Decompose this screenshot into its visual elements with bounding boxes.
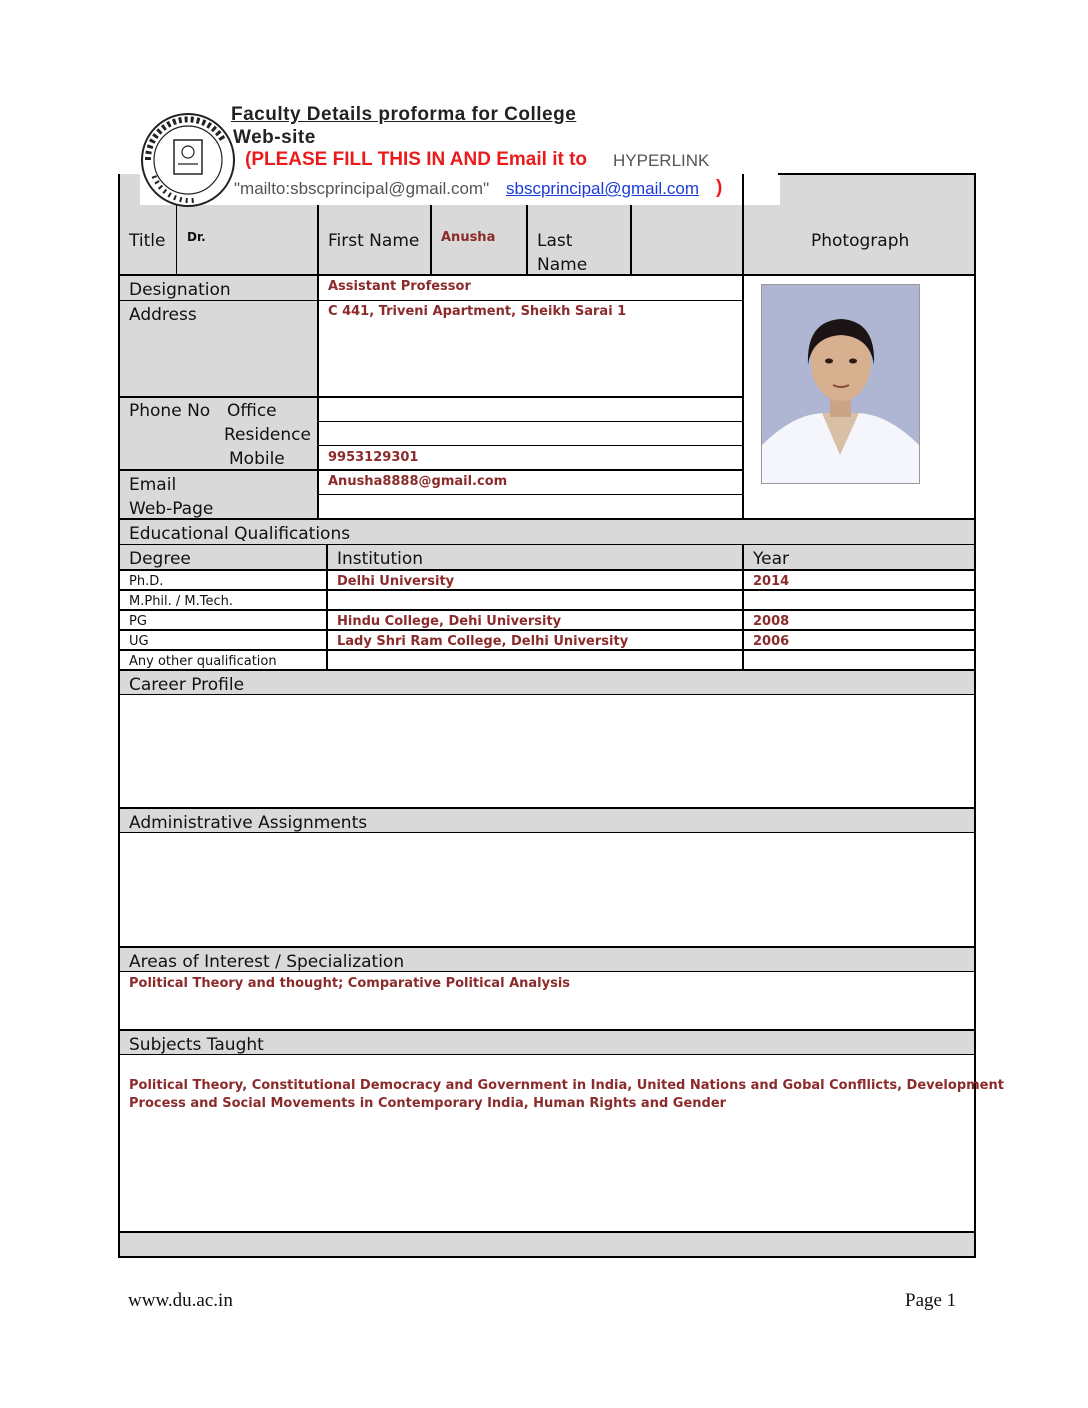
line-interest-body	[118, 1029, 976, 1031]
interest-label: Areas of Interest / Specialization	[129, 952, 405, 972]
line-edu-section	[118, 544, 976, 545]
interest-value[interactable]: Political Theory and thought; Comparative Political Analysis	[129, 976, 571, 991]
last-name-label-2: Name	[537, 255, 588, 275]
line-office	[318, 421, 743, 422]
line-subjects-body	[118, 1231, 976, 1233]
border-left	[118, 174, 120, 1258]
close-paren: )	[716, 177, 723, 198]
career-band	[119, 670, 975, 695]
photograph-label: Photograph	[811, 231, 910, 251]
faculty-photograph	[761, 284, 920, 484]
career-label: Career Profile	[129, 675, 245, 695]
edu-degree: M.Phil. / M.Tech.	[129, 594, 234, 609]
edu-degree: UG	[129, 634, 149, 649]
edu-section-label: Educational Qualifications	[129, 524, 351, 544]
address-label: Address	[129, 305, 197, 325]
last-name-label: Last	[537, 231, 573, 251]
edu-divider-2	[742, 544, 744, 670]
line-career-band	[118, 694, 976, 695]
line-residence	[318, 445, 743, 446]
hyperlink-word: HYPERLINK	[613, 151, 710, 170]
border-top-right	[778, 173, 976, 175]
footer-page-number: Page 1	[905, 1290, 957, 1311]
instruction-text: (PLEASE FILL THIS IN AND Email it to	[245, 149, 588, 170]
first-name-value[interactable]: Anusha	[441, 230, 496, 245]
edu-degree: Ph.D.	[129, 574, 164, 589]
firstname-value-divider	[526, 205, 528, 275]
line-edu-row5	[118, 669, 976, 671]
form-title-line2: Web-site	[233, 127, 316, 148]
firstname-divider	[430, 205, 432, 275]
edu-degree: PG	[129, 614, 147, 629]
line-edu-row1	[118, 589, 976, 591]
edu-year[interactable]: 2006	[753, 634, 790, 649]
edu-year[interactable]: 2014	[753, 574, 790, 589]
email-label: Email	[129, 475, 177, 495]
mailto-text: "mailto:sbscprincipal@gmail.com"	[234, 179, 490, 198]
line-admin-body	[118, 946, 976, 948]
address-value[interactable]: C 441, Triveni Apartment, Sheikh Sarai 1	[328, 304, 627, 319]
title-value[interactable]: Dr.	[187, 230, 206, 244]
mobile-value[interactable]: 9953129301	[328, 450, 419, 465]
line-edu-headers	[118, 569, 976, 571]
line-designation	[118, 300, 743, 301]
edu-institution[interactable]: Delhi University	[337, 574, 455, 589]
form-title: Faculty Details proforma for College	[231, 104, 577, 125]
designation-label: Designation	[129, 280, 231, 300]
subjects-line-1[interactable]: Political Theory, Constitutional Democracy and Government in India, United Nations and Gobal Confllicts, Development	[129, 1078, 1004, 1093]
email-link[interactable]: sbscprincipal@gmail.com	[506, 179, 699, 198]
office-label: Office	[227, 401, 277, 421]
university-seal-logo	[136, 102, 236, 216]
photo-divider	[742, 174, 744, 519]
line-edu-row2	[118, 609, 976, 611]
edu-header-year: Year	[753, 549, 789, 569]
designation-value[interactable]: Assistant Professor	[328, 279, 471, 294]
line-career-body	[118, 807, 976, 809]
email-value[interactable]: Anusha8888@gmail.com	[328, 474, 508, 489]
title-label: Title	[129, 231, 166, 251]
border-right	[974, 174, 976, 1258]
line-edu-row3	[118, 629, 976, 631]
border-bottom	[118, 1256, 976, 1258]
edu-institution[interactable]: Lady Shri Ram College, Delhi University	[337, 634, 629, 649]
edu-divider-1	[326, 544, 328, 670]
mobile-label: Mobile	[229, 449, 285, 469]
subjects-label: Subjects Taught	[129, 1035, 264, 1055]
line-edu-row4	[118, 649, 976, 651]
subjects-line-2[interactable]: Process and Social Movements in Contemporary India, Human Rights and Gender	[129, 1096, 727, 1111]
label-divider	[317, 205, 319, 519]
residence-label: Residence	[224, 425, 311, 445]
edu-header-degree: Degree	[129, 549, 191, 569]
admin-label: Administrative Assignments	[129, 813, 368, 833]
edu-header-institution: Institution	[337, 549, 424, 569]
lastname-divider	[630, 205, 632, 275]
bottom-band	[119, 1232, 975, 1257]
edu-institution[interactable]: Hindu College, Dehi University	[337, 614, 562, 629]
webpage-label: Web-Page	[129, 499, 214, 519]
line-address	[118, 396, 743, 398]
first-name-label: First Name	[328, 231, 420, 251]
edu-year[interactable]: 2008	[753, 614, 790, 629]
edu-degree: Any other qualification	[129, 654, 277, 669]
phone-label: Phone No	[129, 401, 211, 421]
line-webpage	[118, 518, 976, 520]
line-email	[318, 494, 743, 495]
line-mobile	[118, 469, 743, 471]
footer-website: www.du.ac.in	[128, 1290, 233, 1311]
